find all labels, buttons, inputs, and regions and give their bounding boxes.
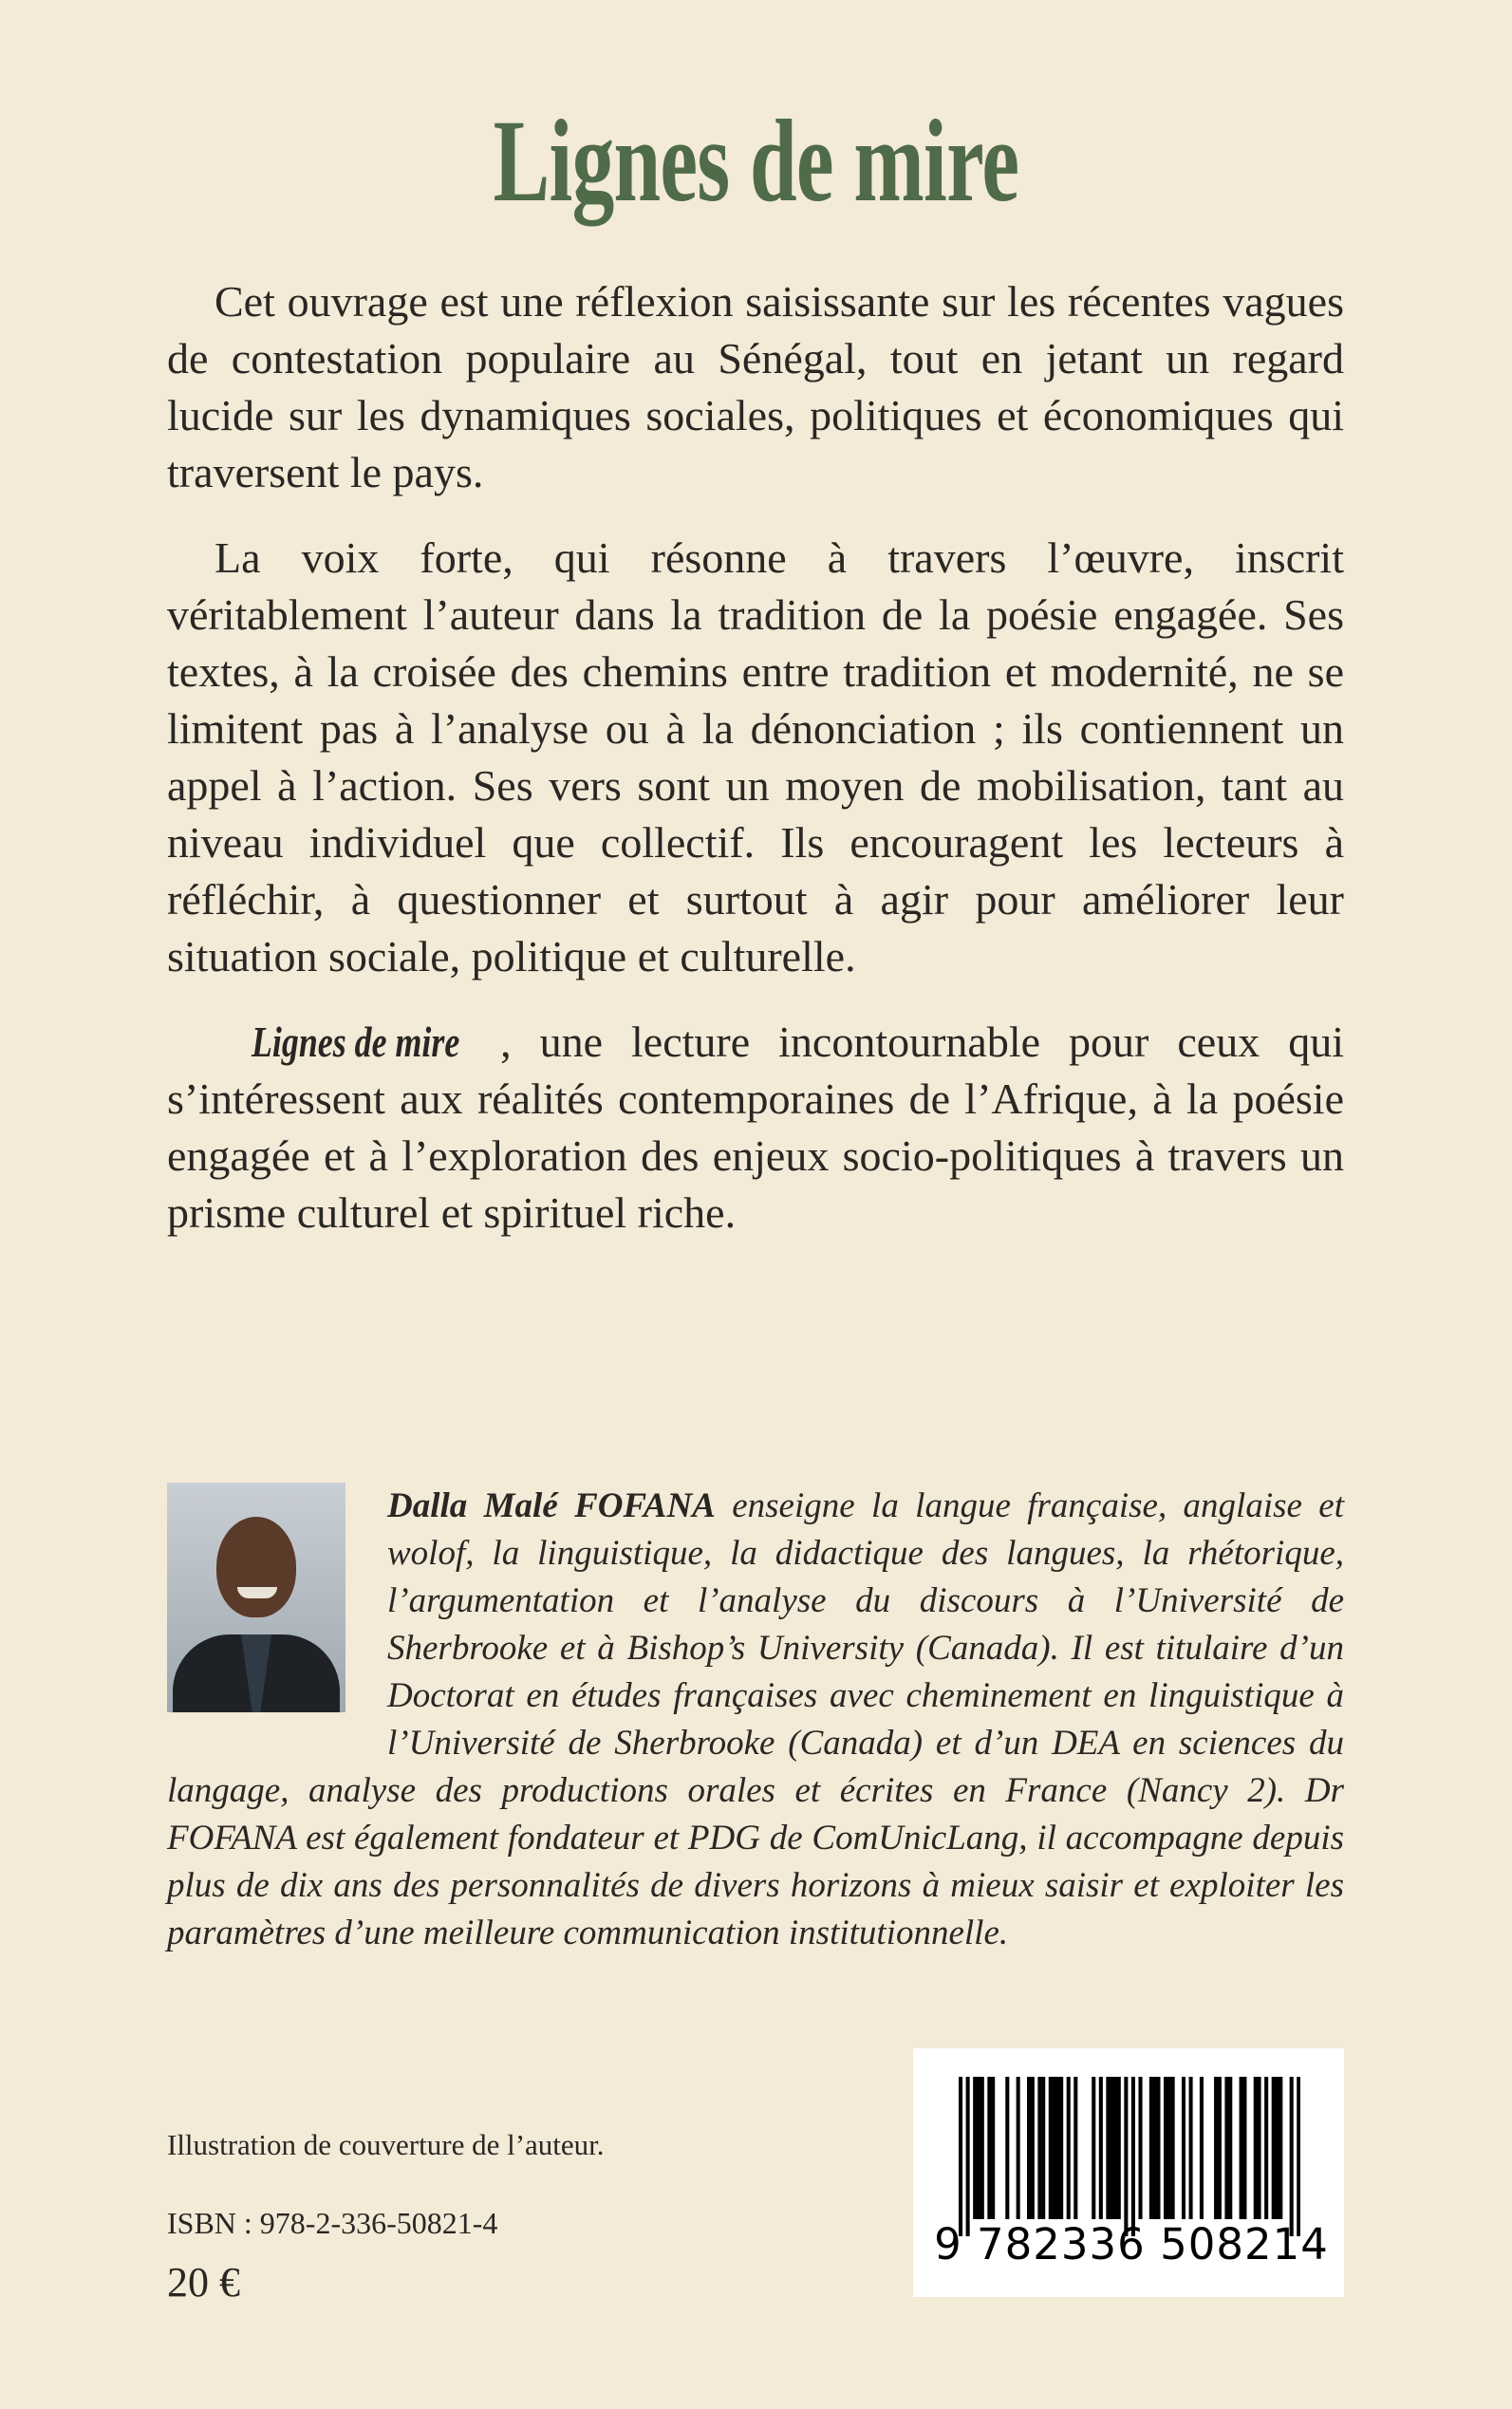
- barcode-bar: [966, 2077, 970, 2236]
- barcode-bar: [1099, 2077, 1103, 2219]
- photo-spacer: [167, 1483, 387, 1724]
- barcode-bar: [1055, 2077, 1059, 2219]
- barcode-bar: [959, 2077, 962, 2236]
- barcode-bar: [1017, 2077, 1020, 2219]
- barcode-bar: [1297, 2077, 1300, 2236]
- barcode-bar: [980, 2077, 984, 2219]
- author-bio: [167, 1483, 1344, 1957]
- author-bio-text: enseigne la langue française, anglaise et wolof, la linguistique, la didactique des langues, la rhétorique, l’argumentation et l’analyse du discours à l’Université de Sherbrooke et à Bishop’s University (Canada). Il est titulaire d’un Doctorat en études françaises avec cheminement en linguistique à l’Université de Sherbrooke (Canada) et d’un DEA en sciences du langage, analyse des productions orales et écrites en France (Nancy 2). Dr FOFANA est également fondateur et PDG de ComUnicLang, il accompagne depuis plus de dix ans des personnalités de divers horizons à mieux saisir et exploiter les paramètres d’une meilleure communication institutionnelle.: [167, 1486, 1345, 1952]
- barcode-bar: [1131, 2077, 1135, 2236]
- barcode-bar: [1164, 2077, 1167, 2219]
- barcode: [913, 2048, 1344, 2297]
- barcode-bar: [1138, 2077, 1142, 2219]
- barcode-bar: [1272, 2077, 1276, 2219]
- barcode-bar: [1073, 2077, 1077, 2219]
- book-title: Lignes de mire: [493, 96, 1019, 226]
- barcode-bar: [1117, 2077, 1121, 2219]
- barcode-bar: [1124, 2077, 1128, 2236]
- blurb-paragraph-3-text: , une lecture incontournable pour ceux qui s’intéressent aux réalités contemporaines de l’Afrique, à la poésie engagée et à l’exploration des enjeux socio-politiques à travers un prisme culturel et spirituel riche.: [167, 1018, 1344, 1237]
- barcode-digits: 9 782336 508214: [934, 2219, 1329, 2269]
- barcode-bar: [1053, 2077, 1056, 2219]
- barcode-bar: [973, 2077, 977, 2219]
- barcode-bar: [1200, 2077, 1204, 2219]
- barcode-bar: [1242, 2077, 1246, 2219]
- barcode-bar: [1182, 2077, 1185, 2219]
- barcode-bar: [1041, 2077, 1045, 2219]
- barcode-bar: [1240, 2077, 1243, 2219]
- barcode-bar: [1214, 2077, 1218, 2219]
- barcode-bar: [1037, 2077, 1041, 2219]
- barcode-bar: [1189, 2077, 1193, 2219]
- barcode-bar: [1049, 2077, 1053, 2219]
- barcode-bar: [1224, 2077, 1228, 2219]
- barcode-bar: [1031, 2077, 1035, 2219]
- barcode-bar: [1258, 2077, 1261, 2219]
- barcode-bar: [1156, 2077, 1160, 2219]
- barcode-bar: [1228, 2077, 1232, 2219]
- barcode-bar: [1254, 2077, 1258, 2219]
- barcode-bar: [991, 2077, 995, 2219]
- price: 20 €: [167, 2259, 240, 2306]
- blurb-paragraph-1: Cet ouvrage est une réflexion saisissante sur les récentes vagues de contestation populaire au Sénégal, tout en jetant un regard lucide sur les dynamiques sociales, politiques et économiques qui traversent le pays.: [167, 277, 1344, 496]
- barcode-bar: [1106, 2077, 1110, 2219]
- barcode-bar: [1059, 2077, 1063, 2219]
- barcode-bar: [977, 2077, 980, 2219]
- barcode-bar: [1005, 2077, 1009, 2219]
- barcode-bar: [1092, 2077, 1095, 2219]
- blurb-paragraph-2: La voix forte, qui résonne à travers l’œuvre, inscrit véritablement l’auteur dans la tradition de la poésie engagée. Ses textes, à la croisée des chemins entre tradition et modernité, ne se limitent pas à l’analyse ou à la dénonciation ; ils contiennent un appel à l’action. Ses vers sont un moyen de mobilisation, tant au niveau individuel que collectif. Ils encouragent les lecteurs à réfléchir, à questionner et surtout à agir pour améliorer leur situation sociale, politique et culturelle.: [167, 533, 1344, 980]
- back-cover-blurb: [167, 273, 1344, 1270]
- barcode-bar: [1067, 2077, 1071, 2219]
- barcode-bar: [1171, 2077, 1175, 2219]
- isbn: ISBN : 978-2-336-50821-4: [167, 2206, 498, 2240]
- barcode-bar: [1153, 2077, 1157, 2219]
- cover-credit: Illustration de couverture de l’auteur.: [167, 2128, 605, 2161]
- barcode-bar: [1275, 2077, 1279, 2219]
- inline-book-title: Lignes de mire: [252, 1018, 460, 1066]
- barcode-bar: [1113, 2077, 1117, 2219]
- barcode-bar: [1149, 2077, 1153, 2219]
- blurb-paragraph-3: [167, 1014, 1344, 1242]
- author-name: Dalla Malé FOFANA: [387, 1486, 716, 1525]
- barcode-bar: [1167, 2077, 1171, 2219]
- barcode-bars: [959, 2077, 1300, 2236]
- barcode-bar: [1027, 2077, 1031, 2219]
- barcode-bar: [1218, 2077, 1222, 2219]
- barcode-bar: [987, 2077, 991, 2219]
- barcode-bar: [1279, 2077, 1282, 2219]
- barcode-bar: [1264, 2077, 1268, 2219]
- barcode-bar: [1290, 2077, 1294, 2236]
- barcode-bar: [1110, 2077, 1113, 2219]
